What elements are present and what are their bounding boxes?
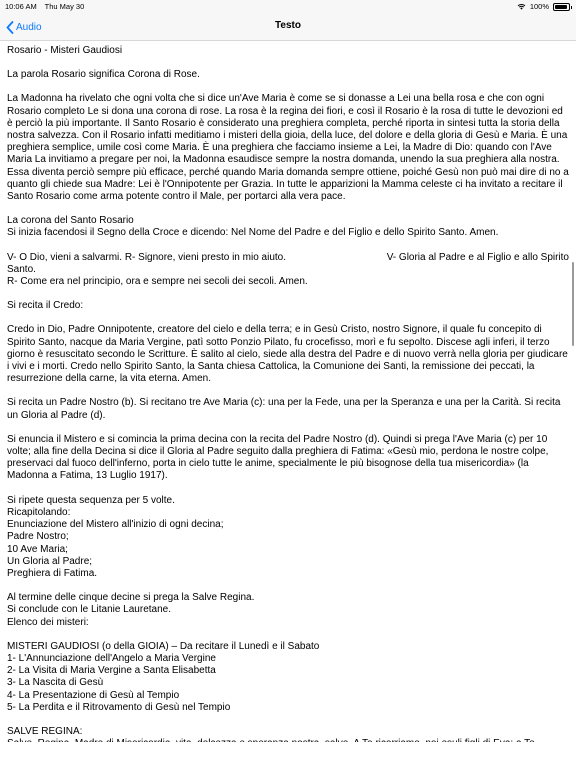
text-meaning: La parola Rosario significa Corona di Rose. <box>7 69 200 81</box>
status-bar <box>0 0 576 14</box>
corona-title: La corona del Santo Rosario <box>7 215 134 227</box>
versicle-section <box>7 252 569 289</box>
misteri-section <box>7 641 569 714</box>
versicle-right: V- Gloria al Padre e al Figlio e allo Spirito <box>386 251 569 263</box>
status-left <box>5 2 90 11</box>
versicle-row <box>7 252 569 264</box>
corona-section <box>7 215 569 239</box>
end-line: Al termine delle cinque decine si prega la Salve Regina. <box>7 592 255 604</box>
salve-title: SALVE REGINA: <box>7 725 83 737</box>
credo-intro: Si recita il Credo: <box>7 300 84 312</box>
battery-icon <box>553 3 570 11</box>
misteri-line: 5- La Perdita e il Ritrovamento di Gesù nel Tempio <box>7 701 231 713</box>
padre-nostro-text: Si recita un Padre Nostro (b). Si recitano tre Ave Maria (c): una per la Fede, una per la Speranza e una per la Carità. Si recita un Gloria al Padre (d). <box>7 397 561 421</box>
misteri-line: 3- La Nascita di Gesù <box>7 677 104 689</box>
recap-line: Enunciazione del Mistero all'inizio di ogni decina; <box>7 519 224 531</box>
versicle-left: V- O Dio, vieni a salvarmi. R- Signore, vieni presto in mio aiuto. <box>7 251 286 263</box>
misteri-line: 2- La Visita di Maria Vergine a Santa Elisabetta <box>7 665 216 677</box>
text-heading: Rosario - Misteri Gaudiosi <box>7 45 123 56</box>
text-content[interactable] <box>0 41 576 768</box>
misteri-line: 1- L'Annunciazione dell'Angelo a Maria Vergine <box>7 652 216 664</box>
mistero-text: Si enuncia il Mistero e si comincia la prima decina con la recita del Padre Nostro (d). Quindi si prega l'Ave Maria (c) per 10 volte; alla fine della Decina si dice il Gloria al Padre seguito dalla preghiera di Fatima: «Gesù mio, perdona le nostre colpe, preservaci dal fuoco dell'inferno, porta in cielo tutte le anime, specialmente le più bisognose della tua misericordia» (la Madonna a Fatima, 13 Luglio 1917). <box>7 433 549 482</box>
credo-text: Credo in Dio, Padre Onnipotente, creatore del cielo e della terra; e in Gesù Cristo, nostro Signore, il quale fu concepito di Spirito Santo, nacque da Maria Vergine, patì sotto Ponzio Pilato, fu crocefisso, morì e fu sepolto. Discese agli inferi, il terzo giorno è resuscitato secondo le Scritture. È salito al cielo, siede alla destra del Padre e di nuovo verrà nella gloria per giudicare i vivi e i morti. Credo nello Spirito Santo, la Santa chiesa Cattolica, la Comunione dei Santi, la remissione dei peccati, la resurrezione della carne, la vita eterna. Amen. <box>7 324 568 385</box>
end-section <box>7 592 569 629</box>
misteri-line: MISTERI GAUDIOSI (o della GIOIA) – Da recitare il Lunedì e il Sabato <box>7 640 320 652</box>
nav-title: Testo <box>275 20 301 31</box>
text-intro: La Madonna ha rivelato che ogni volta che si dice un'Ave Maria è come se si donasse a Lei una bella rosa e che con ogni Rosario completo Le si dona una corona di rose. La rosa è la regina dei fiori, e così il Rosario è la rosa di tutte le devozioni ed è perciò la più importante. Il Santo Rosario è considerato una preghiera completa, perché riporta in sintesi tutta la storia della nostra salvezza. Con il Rosario infatti meditiamo i misteri della gioia, della luce, del dolore e della gloria di Gesù e Maria. È una preghiera semplice, umile così come Maria. È una preghiera che facciamo insieme a Lei, la Madre di Dio: quando con l'Ave Maria La invitiamo a pregare per noi, la Madonna esaudisce sempre la nostra domanda, unendo la sua preghiera alla nostra. Essa diventa perciò sempre più efficace, perché quando Maria domanda sempre ottiene, poiché Gesù non può mai dire di no a quanto gli chiede sua Madre: Lei è l'Onnipotente per Grazia. In tutte le apparizioni la Mamma celeste ci ha invitato a recitare il Santo Rosario come arma potente contro il Male, per portarci alla vera pace. <box>7 93 569 203</box>
end-line: Si conclude con le Litanie Lauretane. <box>7 604 172 616</box>
scroll-indicator[interactable] <box>572 262 574 346</box>
status-right <box>517 2 570 11</box>
recap-line: Un Gloria al Padre; <box>7 555 93 567</box>
versicle-cont: Santo. <box>7 263 36 275</box>
status-date: Thu May 30 <box>44 2 85 11</box>
recap-section <box>7 495 569 580</box>
versicle-end: R- Come era nel principio, ora e sempre nei secoli dei secoli. Amen. <box>7 276 308 288</box>
back-button-label: Audio <box>16 21 42 33</box>
recap-line: Padre Nostro; <box>7 531 69 543</box>
end-line: Elenco dei misteri: <box>7 616 89 628</box>
recap-line: Si ripete questa sequenza per 5 volte. <box>7 494 175 506</box>
corona-sign: Si inizia facendosi il Segno della Croce e dicendo: Nel Nome del Padre e del Figlio e dello Spirito Santo. Amen. <box>7 227 499 239</box>
recap-line: Ricapitolando: <box>7 506 71 518</box>
navigation-bar <box>0 14 576 41</box>
battery-percent: 100% <box>529 2 549 11</box>
status-time: 10:06 AM <box>5 2 37 11</box>
recap-line: 10 Ave Maria; <box>7 543 68 555</box>
wifi-icon <box>517 3 526 10</box>
misteri-line: 4- La Presentazione di Gesù al Tempio <box>7 689 180 701</box>
home-indicator-area <box>0 742 576 768</box>
recap-line: Preghiera di Fatima. <box>7 567 98 579</box>
